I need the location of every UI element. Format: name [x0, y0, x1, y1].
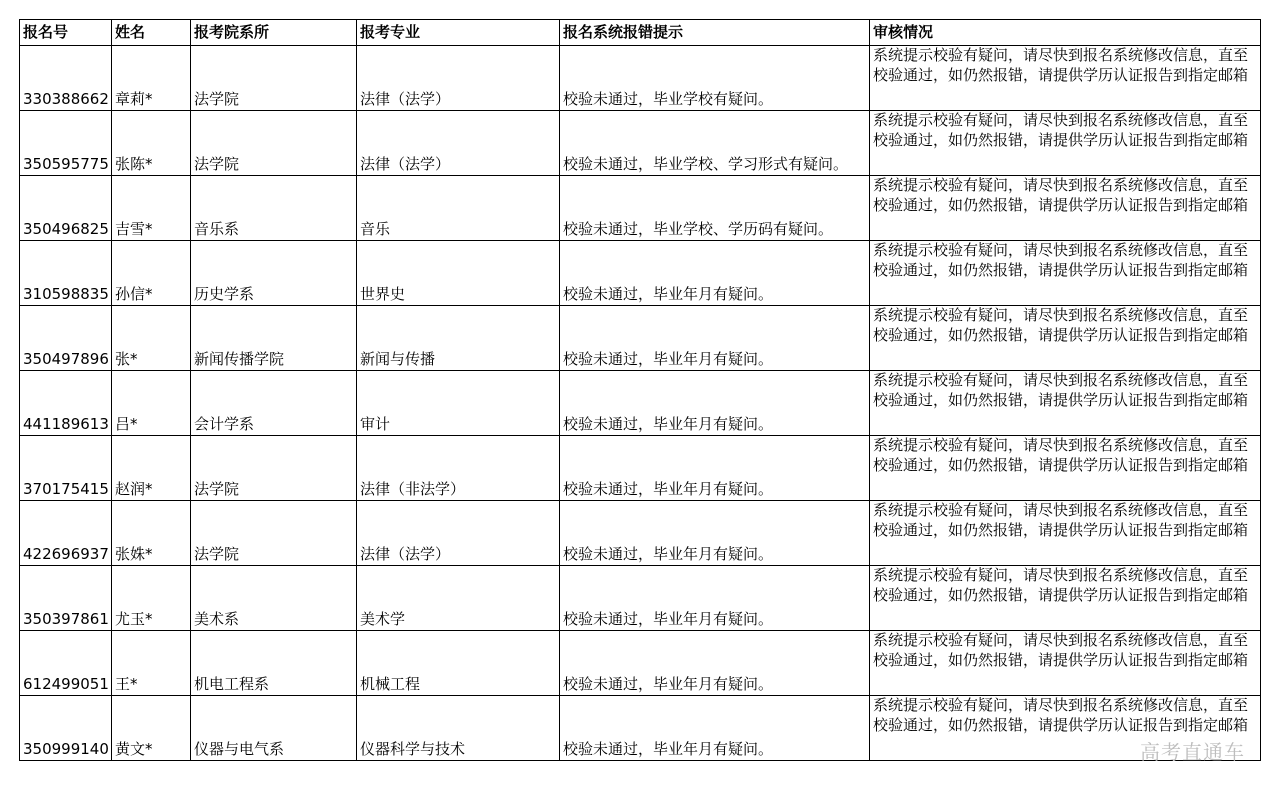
cell-review-status: 系统提示校验有疑问，请尽快到报名系统修改信息，直至校验通过，如仍然报错，请提供学历认证报告到指定邮箱 [870, 111, 1261, 176]
cell-name: 张陈* [112, 111, 191, 176]
cell-major: 法律（法学） [357, 46, 560, 111]
cell-name: 吕* [112, 371, 191, 436]
cell-error-prompt: 校验未通过，毕业年月有疑问。 [560, 696, 870, 761]
cell-major: 美术学 [357, 566, 560, 631]
cell-department: 美术系 [191, 566, 357, 631]
cell-name: 张姝* [112, 501, 191, 566]
cell-name: 张* [112, 306, 191, 371]
cell-review-status: 系统提示校验有疑问，请尽快到报名系统修改信息，直至校验通过，如仍然报错，请提供学历认证报告到指定邮箱 [870, 501, 1261, 566]
cell-department: 仪器与电气系 [191, 696, 357, 761]
cell-error-prompt: 校验未通过，毕业年月有疑问。 [560, 371, 870, 436]
cell-name: 赵润* [112, 436, 191, 501]
cell-review-status: 系统提示校验有疑问，请尽快到报名系统修改信息，直至校验通过，如仍然报错，请提供学历认证报告到指定邮箱 [870, 371, 1261, 436]
cell-error-prompt: 校验未通过，毕业学校、学习形式有疑问。 [560, 111, 870, 176]
cell-department: 历史学系 [191, 241, 357, 306]
cell-major: 仪器科学与技术 [357, 696, 560, 761]
table-row [20, 371, 1261, 436]
cell-major: 法律（法学） [357, 501, 560, 566]
table-row [20, 501, 1261, 566]
cell-registration-number: 441189613 [20, 371, 112, 436]
table-row [20, 241, 1261, 306]
cell-name: 黄文* [112, 696, 191, 761]
cell-name: 吉雪* [112, 176, 191, 241]
watermark: 高考直通车 [1140, 740, 1245, 764]
cell-name: 尤玉* [112, 566, 191, 631]
cell-major: 法律（非法学） [357, 436, 560, 501]
cell-major: 法律（法学） [357, 111, 560, 176]
header-major: 报考专业 [357, 20, 560, 46]
cell-name: 孙信* [112, 241, 191, 306]
cell-department: 法学院 [191, 436, 357, 501]
table-row [20, 631, 1261, 696]
cell-registration-number: 350497896 [20, 306, 112, 371]
cell-registration-number: 310598835 [20, 241, 112, 306]
cell-review-status: 系统提示校验有疑问，请尽快到报名系统修改信息，直至校验通过，如仍然报错，请提供学历认证报告到指定邮箱 [870, 436, 1261, 501]
cell-registration-number: 350595775 [20, 111, 112, 176]
cell-department: 法学院 [191, 501, 357, 566]
header-name: 姓名 [112, 20, 191, 46]
table-row [20, 46, 1261, 111]
cell-major: 世界史 [357, 241, 560, 306]
cell-registration-number: 330388662 [20, 46, 112, 111]
cell-review-status: 系统提示校验有疑问，请尽快到报名系统修改信息，直至校验通过，如仍然报错，请提供学历认证报告到指定邮箱 [870, 696, 1261, 761]
cell-department: 法学院 [191, 46, 357, 111]
cell-error-prompt: 校验未通过，毕业年月有疑问。 [560, 306, 870, 371]
header-error-prompt: 报名系统报错提示 [560, 20, 870, 46]
cell-registration-number: 612499051 [20, 631, 112, 696]
cell-department: 音乐系 [191, 176, 357, 241]
cell-error-prompt: 校验未通过，毕业年月有疑问。 [560, 501, 870, 566]
cell-review-status: 系统提示校验有疑问，请尽快到报名系统修改信息，直至校验通过，如仍然报错，请提供学历认证报告到指定邮箱 [870, 566, 1261, 631]
cell-error-prompt: 校验未通过，毕业年月有疑问。 [560, 631, 870, 696]
cell-department: 机电工程系 [191, 631, 357, 696]
cell-department: 法学院 [191, 111, 357, 176]
cell-major: 新闻与传播 [357, 306, 560, 371]
cell-review-status: 系统提示校验有疑问，请尽快到报名系统修改信息，直至校验通过，如仍然报错，请提供学历认证报告到指定邮箱 [870, 306, 1261, 371]
cell-registration-number: 350397861 [20, 566, 112, 631]
table-row [20, 111, 1261, 176]
header-review-status: 审核情况 [870, 20, 1261, 46]
table-row [20, 176, 1261, 241]
cell-name: 王* [112, 631, 191, 696]
header-row [20, 20, 1261, 46]
cell-review-status: 系统提示校验有疑问，请尽快到报名系统修改信息，直至校验通过，如仍然报错，请提供学历认证报告到指定邮箱 [870, 176, 1261, 241]
cell-major: 机械工程 [357, 631, 560, 696]
cell-error-prompt: 校验未通过，毕业年月有疑问。 [560, 566, 870, 631]
cell-name: 章莉* [112, 46, 191, 111]
cell-error-prompt: 校验未通过，毕业学校有疑问。 [560, 46, 870, 111]
header-department: 报考院系所 [191, 20, 357, 46]
cell-department: 新闻传播学院 [191, 306, 357, 371]
cell-review-status: 系统提示校验有疑问，请尽快到报名系统修改信息，直至校验通过，如仍然报错，请提供学历认证报告到指定邮箱 [870, 241, 1261, 306]
applicant-table [19, 19, 1261, 761]
table-row [20, 436, 1261, 501]
cell-review-status: 系统提示校验有疑问，请尽快到报名系统修改信息，直至校验通过，如仍然报错，请提供学历认证报告到指定邮箱 [870, 46, 1261, 111]
cell-registration-number: 370175415 [20, 436, 112, 501]
cell-major: 审计 [357, 371, 560, 436]
cell-review-status: 系统提示校验有疑问，请尽快到报名系统修改信息，直至校验通过，如仍然报错，请提供学历认证报告到指定邮箱 [870, 631, 1261, 696]
cell-error-prompt: 校验未通过，毕业年月有疑问。 [560, 241, 870, 306]
header-registration-number: 报名号 [20, 20, 112, 46]
table-body [20, 46, 1261, 761]
cell-error-prompt: 校验未通过，毕业年月有疑问。 [560, 436, 870, 501]
table-row [20, 566, 1261, 631]
table-row [20, 306, 1261, 371]
cell-registration-number: 350496825 [20, 176, 112, 241]
table-row [20, 696, 1261, 761]
cell-registration-number: 422696937 [20, 501, 112, 566]
cell-department: 会计学系 [191, 371, 357, 436]
cell-registration-number: 350999140 [20, 696, 112, 761]
cell-major: 音乐 [357, 176, 560, 241]
cell-error-prompt: 校验未通过，毕业学校、学历码有疑问。 [560, 176, 870, 241]
